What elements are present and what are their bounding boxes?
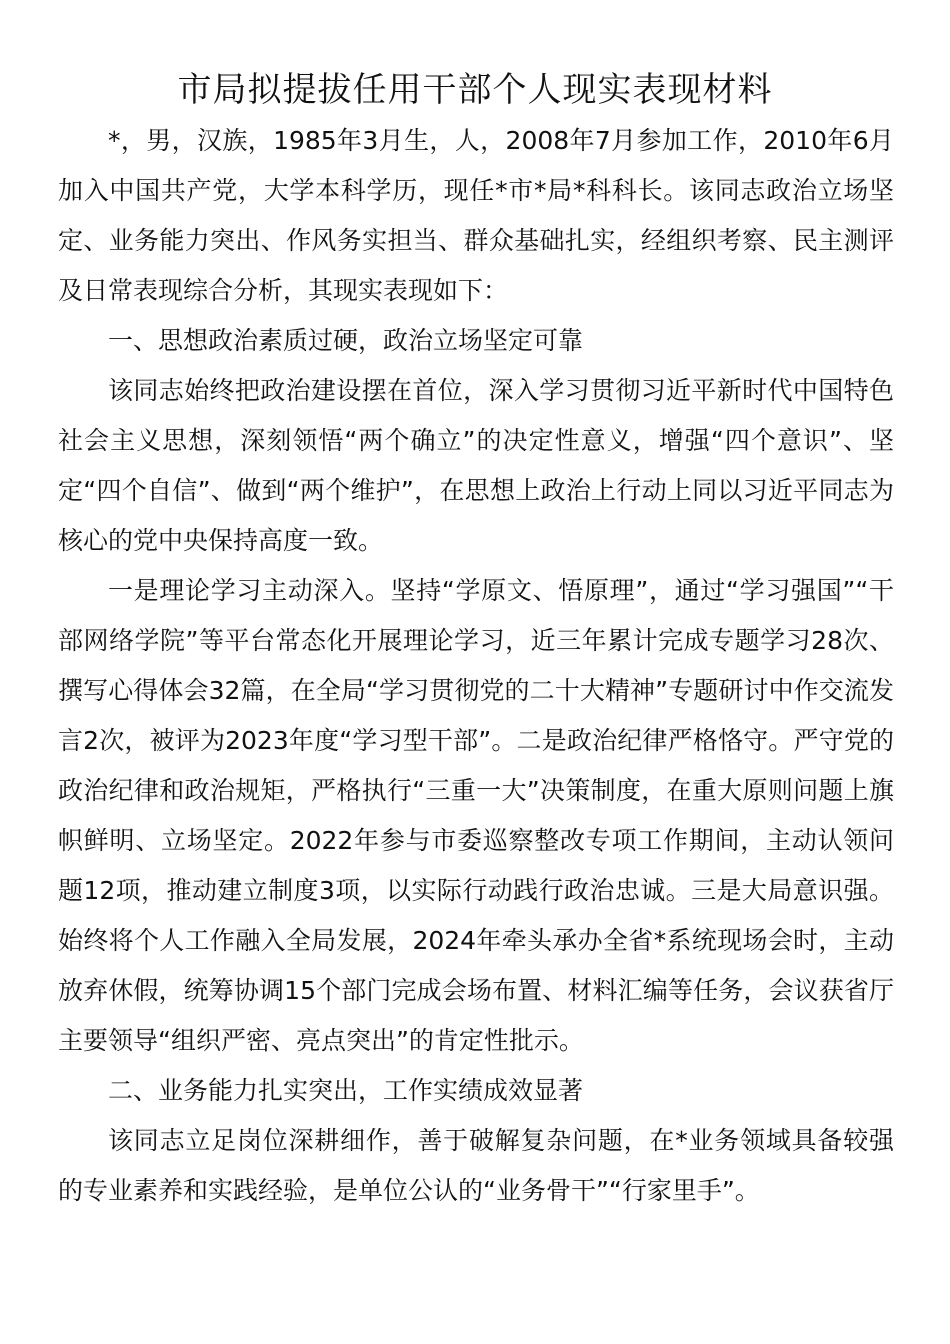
intro-paragraph: *，男，汉族，1985年3月生，人，2008年7月参加工作，2010年6月加入中国共产党，大学本科学历，现任*市*局*科科长。该同志政治立场坚定、业务能力突出、作风务实担当、群众基础扎实，经组织考察、民主测评及日常表现综合分析，其现实表现如下： [58,126,894,305]
section-heading-1: 一、思想政治素质过硬，政治立场坚定可靠 [108,326,584,355]
section1-paragraph-2: 一是理论学习主动深入。坚持“学原文、悟原理”，通过“学习强国”“干部网络学院”等平台常态化开展理论学习，近三年累计完成专题学习28次、撰写心得体会32篇，在全局“学习贯彻党的二十大精神”专题研讨中作交流发言2次，被评为2023年度“学习型干部”。二是政治纪律严格恪守。严守党的政治纪律和政治规矩，严格执行“三重一大”决策制度，在重大原则问题上旗帜鲜明、立场坚定。2022年参与市委巡察整改专项工作期间，主动认领问题12项，推动建立制度3项，以实际行动践行政治忠诚。三是大局意识强。始终将个人工作融入全局发展，2024年牵头承办全省*系统现场会时，主动放弃休假，统筹协调15个部门完成会场布置、材料汇编等任务，会议获省厅主要领导“组织严密、亮点突出”的肯定性批示。 [58,576,894,1055]
section2-paragraph-1: 该同志立足岗位深耕细作，善于破解复杂问题，在*业务领域具备较强的专业素养和实践经验，是单位公认的“业务骨干”“行家里手”。 [58,1126,894,1205]
document-title: 市局拟提拔任用干部个人现实表现材料 [177,70,773,110]
section-heading-2: 二、业务能力扎实突出，工作实绩成效显著 [108,1076,584,1105]
section1-paragraph-1: 该同志始终把政治建设摆在首位，深入学习贯彻习近平新时代中国特色社会主义思想，深刻领悟“两个确立”的决定性意义，增强“四个意识”、坚定“四个自信”、做到“两个维护”，在思想上政治上行动上同以习近平同志为核心的党中央保持高度一致。 [58,376,894,555]
document-body [58,116,894,1216]
